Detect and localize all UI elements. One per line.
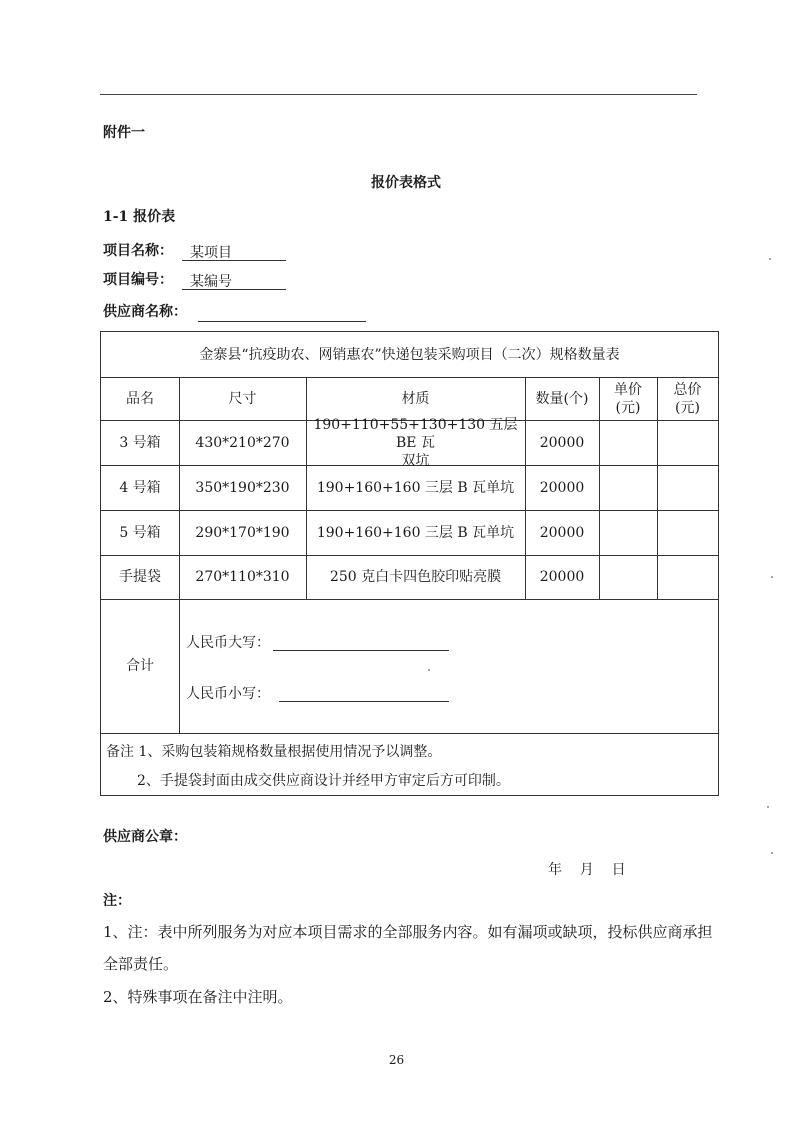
note-2: 2、手提袋封面由成交供应商设计并经甲方审定后方可印制。: [137, 773, 510, 789]
supplier-name-label: 供应商名称：: [103, 304, 187, 320]
header-material: 材质: [401, 390, 430, 407]
rmb-lower-blank: [279, 701, 449, 702]
header-rule: [100, 94, 697, 95]
supplier-name-field: [198, 303, 366, 322]
row4-size: 270*110*310: [195, 569, 290, 585]
project-name-label: 项目名称：: [103, 243, 173, 259]
row2-name: 4 号箱: [119, 479, 161, 496]
header-size: 尺寸: [228, 390, 257, 407]
row2-quantity: 20000: [539, 479, 585, 496]
note-1: 备注 1、采购包装箱规格数量根据使用情况予以调整。: [106, 744, 442, 760]
row1-quantity: 20000: [539, 434, 585, 451]
note-item-1: 1、注：表中所列服务为对应本项目需求的全部服务内容。如有漏项或缺项，投标供应商承担: [103, 923, 713, 941]
header-total-price-line1: 总价: [673, 381, 702, 398]
row1-material-line1: 190+110+55+130+130 五层 BE 瓦: [313, 416, 518, 451]
project-name-value: 某项目: [190, 245, 232, 261]
row1-material-line2: 双坑: [401, 452, 430, 469]
doc-title: 报价表格式: [371, 175, 441, 191]
supplier-name-value: [198, 306, 206, 322]
row3-size: 290*170*190: [195, 524, 290, 541]
section-title: 1-1 报价表: [103, 209, 176, 225]
seal-label: 供应商公章：: [103, 829, 187, 845]
note-heading: 注：: [103, 893, 131, 909]
attachment-label: 附件一: [103, 125, 145, 141]
header-unit-price: [599, 377, 657, 420]
date-label: 年 月 日: [548, 862, 626, 878]
row3-name: 5 号箱: [119, 524, 161, 541]
project-code-label: 项目编号：: [103, 272, 173, 288]
header-name: 品名: [126, 390, 154, 407]
row2-material: 190+160+160 三层 B 瓦单坑: [316, 479, 515, 496]
row1-name: 3 号箱: [119, 434, 161, 451]
row3-quantity: 20000: [539, 524, 585, 541]
project-code-value: 某编号: [190, 274, 232, 290]
note-item-2: 2、特殊事项在备注中注明。: [103, 988, 293, 1006]
project-name-field: [182, 242, 286, 261]
quote-table: [100, 331, 719, 796]
row4-quantity: 20000: [539, 569, 585, 585]
header-total-price-line2: (元): [675, 399, 700, 416]
row1-material: [306, 416, 525, 469]
note-item-1-cont: 全部责任。: [103, 955, 179, 973]
header-quantity: 数量(个): [535, 390, 589, 407]
row3-material: 190+160+160 三层 B 瓦单坑: [316, 524, 515, 541]
row2-size: 350*190*230: [195, 479, 290, 496]
rmb-upper-label: 人民币大写：: [186, 635, 270, 651]
row4-name: 手提袋: [119, 569, 161, 585]
header-unit-price-line1: 单价: [614, 381, 642, 398]
row4-material: 250 克白卡四色胶印贴亮膜: [329, 569, 502, 585]
page-number: 26: [388, 1053, 405, 1067]
total-label: 合计: [126, 658, 154, 674]
rmb-upper-blank: [273, 650, 449, 651]
header-unit-price-line2: (元): [615, 399, 641, 416]
row1-size: 430*210*270: [195, 434, 290, 451]
rmb-lower-label: 人民币小写：: [186, 686, 270, 702]
table-caption: 金寨县“抗疫助农、网销惠农”快递包装采购项目（二次）规格数量表: [199, 346, 620, 363]
header-total-price: [657, 377, 718, 420]
project-code-field: [182, 271, 286, 290]
